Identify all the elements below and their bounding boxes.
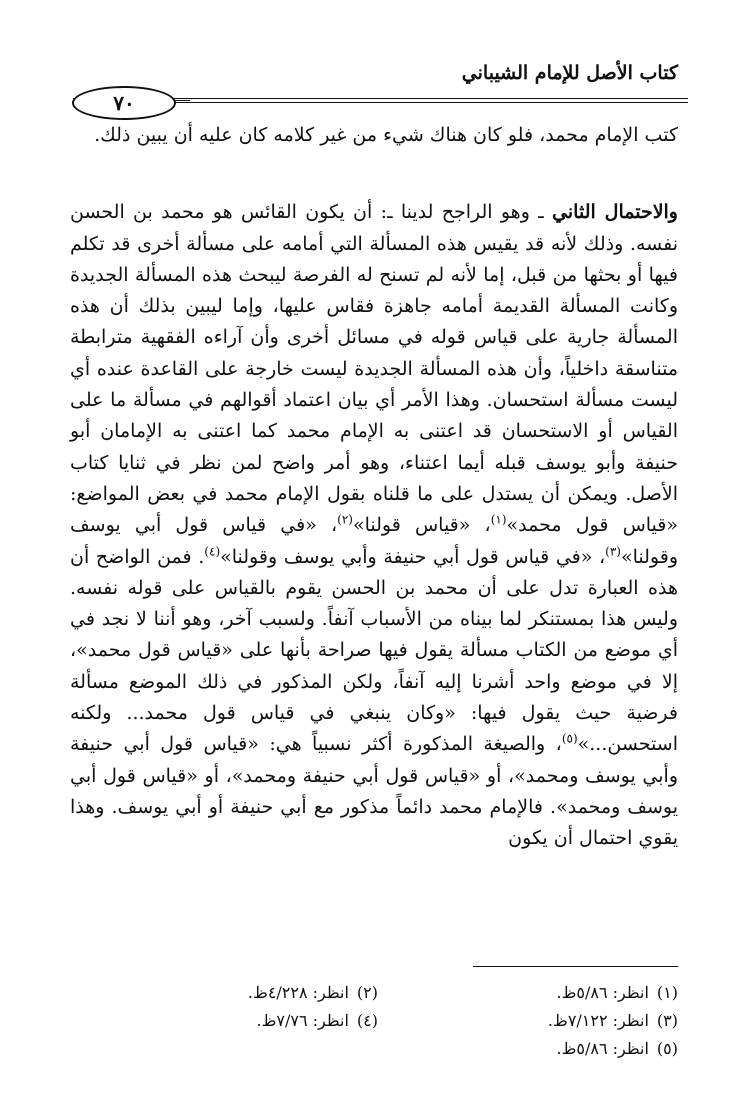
footnote-number: (٥): [656, 1038, 678, 1058]
footnote-ref-2[interactable]: (٢): [337, 512, 353, 527]
footnote-1: [378, 983, 678, 1002]
footnote-rule: [473, 966, 678, 967]
footnote-ref-1[interactable]: (١): [490, 512, 507, 527]
footnote-number: (٤): [356, 1010, 378, 1030]
footnote-5: [378, 1039, 678, 1058]
footnote-row: [70, 978, 678, 1006]
footnote-row: [70, 1034, 678, 1062]
footnote-number: (٢): [356, 982, 378, 1002]
paragraph-2-segment-2: ، «قياس قولنا»: [352, 514, 491, 537]
footnotes: [70, 978, 678, 1062]
footnote-ref-4[interactable]: (٤): [204, 544, 221, 559]
footnote-text: انظر: ٥/٨٦ظ.: [556, 982, 649, 1002]
footnote-2: [78, 983, 378, 1002]
footnote-row: [70, 1006, 678, 1034]
paragraph-2-segment-5: . فمن الواضح أن هذه العبارة تدل على أن محمد بن الحسن يقوم بالقياس على قوله نفسه. وليس هذا بمستنكر لما بيناه من الأسباب آنفاً. ولسبب آخر، وهو أننا لا نجد في أي موضع من الكتاب مسألة يقول فيها صراحة بأنها على «قياس قول محمد»، إلا في موضع واحد أشرنا إليه آنفاً، ولكن المذكور في ذلك الموضع مسألة فرضية حيث يقول فيها: «وكان ينبغي في قياس قول محمد... ولكنه استحسن...»: [70, 545, 678, 756]
footnote-ref-5[interactable]: (٥): [561, 732, 578, 747]
page-number: ٧٠: [113, 91, 135, 115]
page-number-badge: [72, 86, 176, 120]
paragraph-2-segment-1: ـ وهو الراجح لدينا ـ: أن يكون القائس هو محمد بن الحسن نفسه. وذلك لأنه قد يقيس هذه المسألة التي أمامه على مسألة أخرى قد تكلم فيها أو بحثها من قبل، إما لأنه لم تسنح له الفرصة ليبحث هذه المسألة الجديدة وكانت المسألة القديمة أمامه جاهزة فقاس عليها، وإما ليبين بذلك أن هذه المسألة جارية على قياس قوله في مسائل أخرى وأن آراءه الفقهية مترابطة متناسقة داخلياً، وأن هذه المسألة الجديدة ليست خارجة على القاعدة عنده أي ليست مسألة استحسان. وهذا الأمر أي بيان اعتماد أقوالهم في مسألة ما على القياس أو الاستحسان قد اعتنى به الإمام محمد كما اعتنى به الإمامان أبو حنيفة وأبو يوسف قبله أيما اعتناء، وهو أمر واضح لمن نظر في ثنايا كتاب الأصل. ويمكن أن يستدل على ما قلناه بقول الإمام محمد في بعض المواضع: «قياس قول محمد»: [70, 201, 679, 537]
footnote-4: [78, 1011, 378, 1030]
body-text: [70, 120, 678, 855]
footnote-text: انظر: ٧/٧٦ظ.: [256, 1010, 349, 1030]
footnote-3: [378, 1011, 678, 1030]
running-header-title: كتاب الأصل للإمام الشيباني: [461, 62, 678, 84]
paragraph-gap: [70, 151, 678, 197]
footnote-number: (١): [656, 982, 678, 1002]
paragraph-2-segment-3: ، «في قياس قول أبي يوسف وقولنا»: [70, 514, 678, 568]
paragraph-2-segment-4: ، «في قياس قول أبي حنيفة وأبي يوسف وقولنا»: [220, 545, 606, 568]
footnote-ref-3[interactable]: (٣): [605, 544, 621, 559]
footnote-text: انظر: ٧/١٢٢ظ.: [547, 1010, 649, 1030]
paragraph-lead: والاحتمال الثاني: [552, 201, 678, 224]
footnote-text: انظر: ٥/٨٦ظ.: [556, 1038, 649, 1058]
paragraph-1: كتب الإمام محمد، فلو كان هناك شيء من غير كلامه كان عليه أن يبين ذلك.: [94, 124, 678, 146]
paragraph-2-segment-6: ، والصيغة المذكورة أكثر نسبياً هي: «قياس قول أبي حنيفة وأبي يوسف ومحمد»، أو «قياس قول أبي حنيفة ومحمد»، أو «قياس قول أبي يوسف ومحمد». فالإمام محمد دائماً مذكور مع أبي حنيفة أو أبي يوسف. وهذا يقوي احتمال أن يكون: [70, 733, 678, 850]
paragraph-2: [70, 197, 678, 854]
footnote-number: (٣): [656, 1010, 678, 1030]
footnote-text: انظر: ٤/٢٢٨ظ.: [247, 982, 349, 1002]
